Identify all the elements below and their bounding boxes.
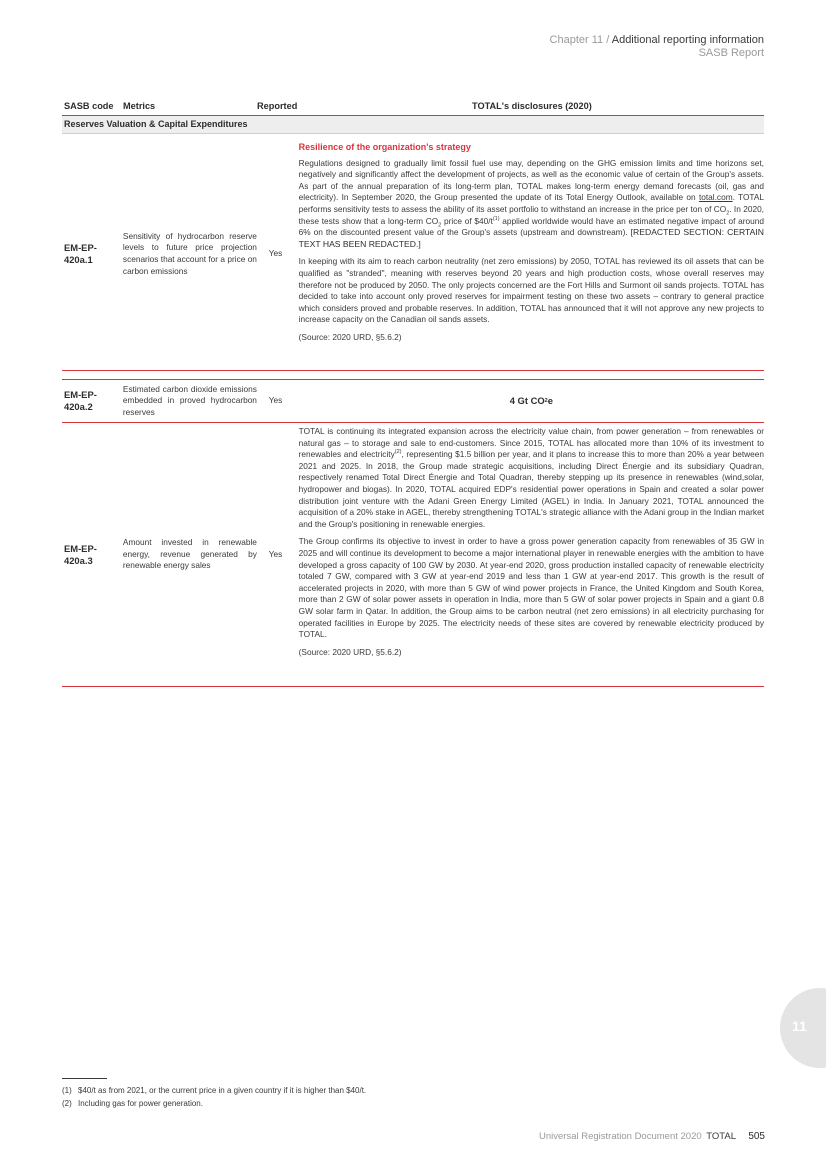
metric-text: Sensitivity of hydrocarbon reserve levels to future price projection scenarios that account for a price on carbon emissions [122, 230, 257, 276]
reported-cell: Yes [268, 395, 283, 406]
source-note: (Source: 2020 URD, §5.6.2) [298, 331, 402, 342]
disclosure-cell [299, 138, 764, 370]
metric-cell [122, 423, 261, 686]
table-row [62, 423, 764, 687]
header-metrics: Metrics [123, 101, 156, 111]
sasb-table [62, 98, 764, 687]
metric-text: Amount invested in renewable energy, revenue generated by renewable energy sales [122, 537, 257, 571]
header-sasb-code: SASB code [64, 101, 114, 111]
table-row [62, 138, 764, 371]
footer-brand: TOTAL [706, 1131, 736, 1142]
total-com-link[interactable]: total.com [698, 192, 733, 203]
metric-cell [122, 380, 261, 422]
page-header [550, 34, 764, 60]
header-separator: / [606, 34, 610, 46]
page-number: 505 [748, 1131, 765, 1142]
footnote-ref: (2) [394, 449, 402, 456]
sasb-code: EM-EP-420a.2 [64, 389, 97, 412]
table-header [62, 98, 764, 116]
section-row [62, 116, 764, 134]
reported-cell: Yes [268, 248, 283, 259]
header-disclosures: TOTAL's disclosures (2020) [472, 101, 592, 111]
disclosure-paragraph: TOTAL is continuing its integrated expansion across the electricity value chain, from power generation – from renewables or natural gas – to storage and sale to end-customers. Since 2015, TOTAL has allocated more than 10% of its investment to renewables and electricity$^{(2)}$, representing $1.5 billion per year, and it plans to increase this to more than 20% a year between 2021 and 2025. In 2018, the Group made strategic acquisitions, including Direct Énergie and its subsidiary Quadran, respectively renamed Total Direct Énergie and Total Quadran, thereby stepping up its presence in renewables (wind,solar, hydropower and biogas). In 2020, TOTAL acquired EDP's residential power operations in Spain and created a solar power distribution joint venture with the Adani Green Energy Limited (AGEL) in India. In January 2021, TOTAL announced the acquisition of a 20% stake in AGEL, thereby strengthening TOTAL's strategic alliance with the Adani group in the Indian market and the Group's positioning in renewable energies. [298, 426, 764, 529]
section-title: Reserves Valuation & Capital Expenditures [64, 119, 248, 129]
disclosure-cell [299, 423, 764, 686]
metric-cell [122, 138, 261, 370]
disclosure-value: 4 Gt CO 2 e [509, 395, 553, 407]
chapter-tab-number: 11 [792, 1018, 807, 1034]
footer-document: Universal Registration Document 2020 [539, 1131, 702, 1142]
footnote-divider [62, 1078, 107, 1079]
reported-cell: Yes [268, 548, 283, 559]
footnote: (2) Including gas for power generation. [62, 1099, 203, 1108]
disclosure-heading: Resilience of the organization's strategy [298, 142, 471, 152]
redacted-notice: [REDACTED SECTION: CERTAIN TEXT HAS BEEN REDACTED.] [298, 227, 764, 249]
disclosure-paragraph: In keeping with its aim to reach carbon neutrality (net zero emissions) by 2050, TOTAL has reviewed its oil assets that can be qualified as "stranded", meaning with reserves beyond 20 years and high production costs, whose overall reserves may therefore not be produced by 2050. The only projects concerned are the Fort Hills and Surmont oil sands projects. TOTAL has decided to take into account only proved reserves for impairment testing on these two assets – contrary to general practice which considers proved and probable reserves. In addition, TOTAL has announced that it will not approve any new projects to increase capacity on the Canadian oil sands assets. [298, 256, 764, 325]
disclosure-paragraph: Regulations designed to gradually limit fossil fuel use may, depending on the GHG emission limits and time horizons set, negatively and significantly affect the development of projects, as well as the economic value of certain of the Group's assets. As part of the annual preparation of its long-term plan, TOTAL makes long-term energy demand forecasts (oil, gas and electricity). In September 2020, the Group presented the update of its Total Energy Outlook, available on total.com. TOTAL performs sensitivity tests to assess the ability of its asset portfolio to withstand an increase in the price per ton of $CO_2$. In 2020, these tests show that a long-term $CO_2$ price of $\$40/t^{(1)}$ applied worldwide would have an estimated negative impact of around 6% on the discounted present value of the Group's assets (upstream and downstream). [REDACTED SECTION: CERTAIN TEXT HAS BEEN REDACTED.] [298, 157, 764, 249]
table-row [62, 379, 764, 423]
metric-text: Estimated carbon dioxide emissions embedded in proved hydrocarbon reserves [122, 383, 257, 417]
footnote-ref: (1) [492, 215, 500, 222]
footnote: (1) $40/t as from 2021, or the current price in a given country if it is higher than $40/t. [62, 1086, 367, 1095]
header-reported: Reported [257, 101, 298, 111]
page-footer [539, 1131, 765, 1142]
chapter-tab[interactable] [780, 988, 826, 1068]
chapter-title: Additional reporting information [611, 34, 764, 46]
sasb-code: EM-EP-420a.3 [64, 542, 97, 566]
section-subtitle: SASB Report [698, 47, 764, 59]
disclosure-paragraph: The Group confirms its objective to invest in order to have a gross power generation capacity from renewables of 35 GW in 2025 and will continue its development to become a major international player in renewable energies with the ambition to have developed a gross capacity of 100 GW by 2030. At year-end 2020, gross production installed capacity of renewable electricity totaled 7 GW, compared with 3 GW at year-end 2019 and less than 1 GW at year-end 2017. This growth is the result of accelerated projects in 2020, with more than 5 GW of wind power projects in France, the United Kingdom and South Korea, more than 2 GW of solar power assets in operation in India, more than 5 GW of solar power projects in Spain and a giant 0.8 GW solar farm in Qatar. In addition, the Group aims to be carbon neutral (net zero emissions) in all electricity purchasing for operated facilities in Europe by 2025. The electricity needs of these sites are covered by renewable electricity produced by TOTAL. [298, 536, 764, 640]
sasb-code: EM-EP-420a.1 [64, 242, 97, 265]
source-note: (Source: 2020 URD, §5.6.2) [298, 646, 402, 657]
chapter-label: Chapter 11 [549, 34, 604, 46]
